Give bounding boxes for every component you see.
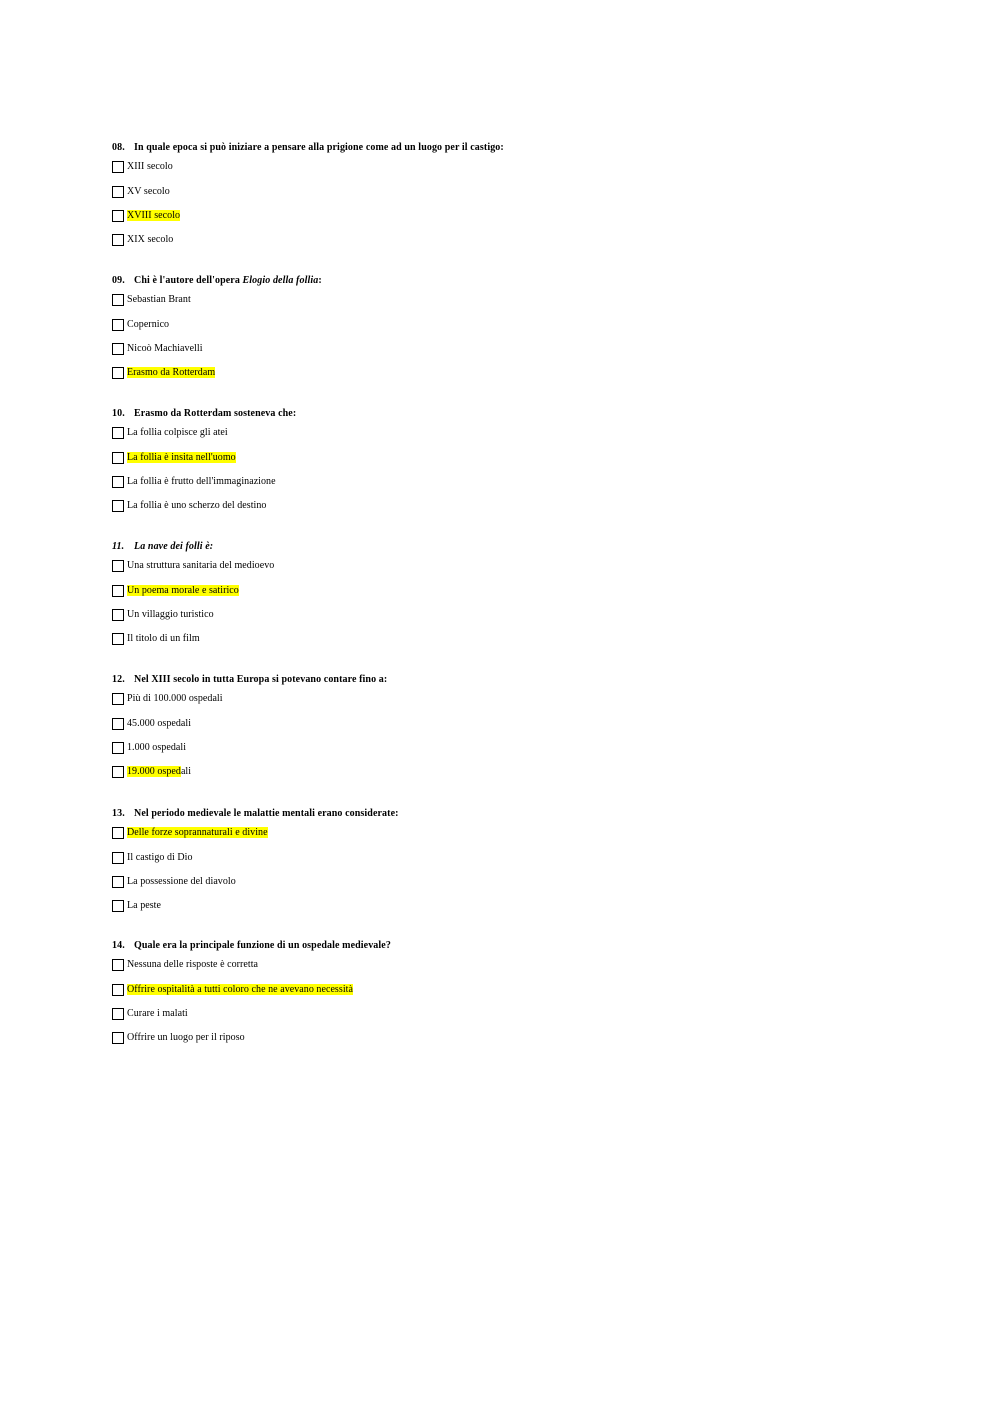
question-08 bbox=[112, 141, 912, 253]
answer-option[interactable] bbox=[112, 155, 912, 179]
checkbox[interactable] bbox=[112, 210, 124, 222]
option-text: Offrire un luogo per il riposo bbox=[127, 1032, 245, 1044]
question-title bbox=[112, 673, 912, 687]
answer-option[interactable] bbox=[112, 977, 912, 1001]
checkbox[interactable] bbox=[112, 161, 124, 173]
option-text: Un villaggio turistico bbox=[127, 608, 214, 620]
question-text: Nel periodo medievale le malattie mentali erano considerate: bbox=[134, 808, 399, 819]
option-label bbox=[127, 718, 191, 730]
option-label bbox=[127, 367, 215, 379]
option-text: 45.000 ospedali bbox=[127, 717, 192, 729]
option-text: La peste bbox=[127, 900, 161, 912]
question-text: Quale era la principale funzione di un ospedale medievale? bbox=[134, 940, 391, 951]
checkbox[interactable] bbox=[112, 294, 124, 306]
answer-option[interactable] bbox=[112, 845, 912, 869]
question-09 bbox=[112, 274, 912, 386]
checkbox[interactable] bbox=[112, 876, 124, 888]
option-label bbox=[127, 427, 228, 439]
answer-option[interactable] bbox=[112, 821, 912, 845]
option-label bbox=[127, 294, 191, 306]
question-number: 14. bbox=[112, 940, 125, 951]
highlighted-text: Offrire ospitalità a tutti coloro che ne avevano necessità bbox=[127, 983, 353, 995]
option-label bbox=[127, 742, 186, 754]
checkbox[interactable] bbox=[112, 718, 124, 730]
checkbox[interactable] bbox=[112, 367, 124, 379]
question-title bbox=[112, 274, 912, 288]
answer-option[interactable] bbox=[112, 711, 912, 735]
question-number: 08. bbox=[112, 142, 125, 153]
option-text: Il titolo di un film bbox=[127, 633, 200, 645]
answer-option[interactable] bbox=[112, 627, 912, 651]
highlighted-text: Erasmo da Rotterdam bbox=[127, 367, 216, 379]
option-label bbox=[127, 693, 223, 705]
answer-option[interactable] bbox=[112, 1002, 912, 1026]
checkbox[interactable] bbox=[112, 452, 124, 464]
question-number: 11. bbox=[112, 541, 125, 552]
question-number: 13. bbox=[112, 808, 125, 819]
answer-option[interactable] bbox=[112, 204, 912, 228]
option-label bbox=[127, 476, 276, 488]
option-label bbox=[127, 984, 353, 996]
option-label bbox=[127, 319, 169, 331]
checkbox[interactable] bbox=[112, 560, 124, 572]
option-text: XIII secolo bbox=[127, 161, 173, 173]
question-title bbox=[112, 807, 912, 821]
option-text: Sebastian Brant bbox=[127, 294, 191, 306]
answer-option[interactable] bbox=[112, 179, 912, 203]
checkbox[interactable] bbox=[112, 633, 124, 645]
option-text: Copernico bbox=[127, 318, 170, 330]
question-13 bbox=[112, 807, 912, 919]
checkbox[interactable] bbox=[112, 959, 124, 971]
checkbox[interactable] bbox=[112, 234, 124, 246]
answer-option[interactable] bbox=[112, 421, 912, 445]
question-text: Erasmo da Rotterdam sosteneva che: bbox=[134, 408, 297, 419]
option-label bbox=[127, 452, 236, 464]
highlighted-text: Delle forze soprannaturali e divine bbox=[127, 827, 268, 839]
question-title bbox=[112, 407, 912, 421]
checkbox[interactable] bbox=[112, 984, 124, 996]
highlighted-text: 19.000 osped bbox=[127, 766, 181, 778]
answer-option[interactable] bbox=[112, 578, 912, 602]
checkbox[interactable] bbox=[112, 827, 124, 839]
option-text: La possessione del diavolo bbox=[127, 875, 236, 887]
option-label bbox=[127, 234, 173, 246]
option-text: XV secolo bbox=[127, 185, 170, 197]
option-label bbox=[127, 900, 161, 912]
answer-option[interactable] bbox=[112, 470, 912, 494]
option-text: ali bbox=[180, 766, 192, 778]
highlighted-text: XVIII secolo bbox=[127, 209, 181, 221]
answer-option[interactable] bbox=[112, 361, 912, 385]
checkbox[interactable] bbox=[112, 1008, 124, 1020]
checkbox[interactable] bbox=[112, 500, 124, 512]
checkbox[interactable] bbox=[112, 693, 124, 705]
option-label bbox=[127, 161, 173, 173]
question-title bbox=[112, 141, 912, 155]
answer-option[interactable] bbox=[112, 1026, 912, 1050]
option-text: 1.000 ospedali bbox=[127, 741, 187, 753]
work-title: Elogio della follia bbox=[242, 275, 319, 286]
option-label bbox=[127, 959, 258, 971]
option-label bbox=[127, 1032, 245, 1044]
option-text: XIX secolo bbox=[127, 234, 174, 246]
option-text: Più di 100.000 ospedali bbox=[127, 693, 223, 705]
option-text: Curare i malati bbox=[127, 1007, 188, 1019]
option-text: Una struttura sanitaria del medioevo bbox=[127, 560, 275, 572]
question-title bbox=[112, 540, 912, 554]
option-text: La follia colpisce gli atei bbox=[127, 427, 228, 439]
checkbox[interactable] bbox=[112, 476, 124, 488]
answer-option[interactable] bbox=[112, 687, 912, 711]
option-text: La follia è uno scherzo del destino bbox=[127, 500, 267, 512]
checkbox[interactable] bbox=[112, 852, 124, 864]
question-text-end: : bbox=[318, 275, 322, 286]
checkbox[interactable] bbox=[112, 609, 124, 621]
option-text: Il castigo di Dio bbox=[127, 851, 193, 863]
answer-option[interactable] bbox=[112, 288, 912, 312]
checkbox[interactable] bbox=[112, 766, 124, 778]
option-label bbox=[127, 500, 266, 512]
option-label bbox=[127, 852, 193, 864]
question-number: 09. bbox=[112, 275, 125, 286]
answer-option[interactable] bbox=[112, 228, 912, 252]
question-14 bbox=[112, 939, 912, 1051]
question-text: Nel XIII secolo in tutta Europa si potevano contare fino a: bbox=[134, 674, 388, 685]
checkbox[interactable] bbox=[112, 585, 124, 597]
option-label bbox=[127, 766, 191, 778]
checkbox[interactable] bbox=[112, 343, 124, 355]
answer-option[interactable] bbox=[112, 337, 912, 361]
answer-option[interactable] bbox=[112, 445, 912, 469]
answer-option[interactable] bbox=[112, 494, 912, 518]
question-11 bbox=[112, 540, 912, 652]
checkbox[interactable] bbox=[112, 1032, 124, 1044]
answer-option[interactable] bbox=[112, 312, 912, 336]
option-label bbox=[127, 343, 203, 355]
checkbox[interactable] bbox=[112, 742, 124, 754]
checkbox[interactable] bbox=[112, 186, 124, 198]
answer-option[interactable] bbox=[112, 554, 912, 578]
checkbox[interactable] bbox=[112, 427, 124, 439]
option-label bbox=[127, 827, 268, 839]
option-label bbox=[127, 609, 214, 621]
question-12 bbox=[112, 673, 912, 785]
option-label bbox=[127, 210, 180, 222]
checkbox[interactable] bbox=[112, 319, 124, 331]
option-label bbox=[127, 633, 200, 645]
question-text: Chi è l'autore dell'opera bbox=[134, 275, 243, 286]
question-number: 10. bbox=[112, 408, 125, 419]
highlighted-text: La follia è insita nell'uomo bbox=[127, 451, 236, 463]
option-text: La follia è frutto dell'immaginazione bbox=[127, 475, 276, 487]
answer-option[interactable] bbox=[112, 760, 912, 784]
option-label bbox=[127, 876, 236, 888]
option-label bbox=[127, 186, 170, 198]
question-text: In quale epoca si può iniziare a pensare alla prigione come ad un luogo per il castigo: bbox=[134, 142, 504, 153]
answer-option[interactable] bbox=[112, 953, 912, 977]
question-10 bbox=[112, 407, 912, 519]
question-title bbox=[112, 939, 912, 953]
question-text: La nave dei folli è: bbox=[134, 541, 214, 552]
option-label bbox=[127, 1008, 188, 1020]
checkbox[interactable] bbox=[112, 900, 124, 912]
option-label bbox=[127, 585, 239, 597]
highlighted-text: Un poema morale e satirico bbox=[127, 584, 239, 596]
option-text: Nessuna delle risposte è corretta bbox=[127, 959, 259, 971]
answer-option[interactable] bbox=[112, 603, 912, 627]
answer-option[interactable] bbox=[112, 736, 912, 760]
answer-option[interactable] bbox=[112, 870, 912, 894]
question-number: 12. bbox=[112, 674, 125, 685]
option-text: Nicoò Machiavelli bbox=[127, 342, 203, 354]
answer-option[interactable] bbox=[112, 894, 912, 918]
option-label bbox=[127, 560, 274, 572]
